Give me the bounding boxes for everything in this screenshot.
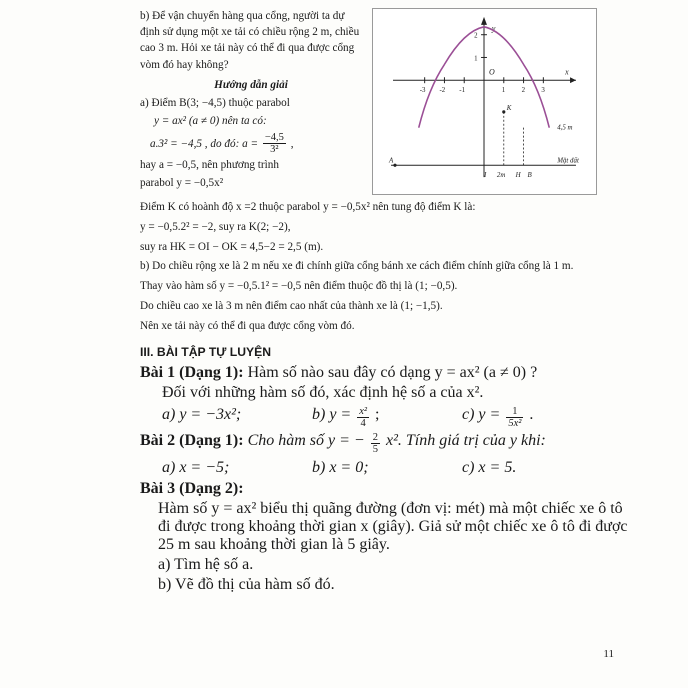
exercise-3-title: Bài 3 (Dạng 2): xyxy=(140,479,244,497)
exercise-2-fraction-denominator: 5 xyxy=(372,443,378,455)
x-tick-label-neg2: -2 xyxy=(439,87,446,95)
exercise-1-option-c-numerator: 1 xyxy=(506,406,523,418)
top-left-text xyxy=(140,8,368,193)
part-b-paragraph: b) Để vận chuyển hàng qua cổng, người ta dự định sử dụng một xe tải có chiều rộng 2 m, chiều cao 3 m. Hỏi xe tải này có thể đi qua được cổng vòm đó hay không? xyxy=(140,10,360,71)
y-axis-arrow xyxy=(481,17,487,25)
exercise-1-option-b-denominator: 4 xyxy=(360,417,366,429)
exercise-2-options xyxy=(162,459,628,477)
label-2m: 2m xyxy=(496,172,506,180)
exercise-3-option-b: b) Vẽ đồ thị của hàm số đó. xyxy=(158,575,335,593)
origin-label: O xyxy=(488,67,495,77)
fraction-a-denominator: 3² xyxy=(270,143,279,155)
solution-line-7: Nên xe tải này có thể đi qua được cổng vòm đó. xyxy=(140,319,355,332)
label-ground: Mặt đất xyxy=(557,157,579,165)
x-axis-arrow xyxy=(570,77,576,83)
point-A-label: A xyxy=(389,157,394,165)
fraction-a xyxy=(263,132,286,155)
solution-line-2: y = −0,5.2² = −2, suy ra K(2; −2), xyxy=(140,220,291,233)
exercise-2-fraction xyxy=(371,432,380,455)
page-number: 11 xyxy=(603,648,614,660)
point-K-label: K xyxy=(506,104,512,112)
equation-2-tail: , xyxy=(290,137,294,150)
exercise-2-option-c: c) x = 5. xyxy=(462,458,517,476)
exercise-2-title: Bài 2 (Dạng 1): xyxy=(140,431,244,449)
exercise-1-option-c-tail: . xyxy=(529,405,534,423)
y-tick-label-2: 2 xyxy=(474,32,478,40)
exercise-1-title: Bài 1 (Dạng 1): xyxy=(140,363,244,381)
parabola-figure xyxy=(373,9,596,189)
exercise-1-text: Hàm số nào sau đây có dạng y = ax² (a ≠ 0) ? xyxy=(243,363,538,381)
exercise-1-option-c-denominator: 5x² xyxy=(508,417,522,429)
solution-line-6: Do chiều cao xe là 3 m nên điểm cao nhất của thành xe là (1; −1,5). xyxy=(140,299,443,312)
exercise-1 xyxy=(140,364,628,429)
top-section xyxy=(140,8,628,195)
x-tick-label-2: 2 xyxy=(521,87,526,95)
y-axis-label: y xyxy=(491,23,496,33)
point-A-marker xyxy=(393,164,396,167)
solution-body xyxy=(140,199,628,335)
solution-line-5: Thay vào hàm số y = −0,5.1² = −0,5 nên điểm thuộc đồ thị là (1; −0,5). xyxy=(140,280,458,293)
line-a: a) Điểm B(3; −4,5) thuộc parabol xyxy=(140,97,290,110)
exercise-3-option-a: a) Tìm hệ số a. xyxy=(158,555,254,573)
x-axis-label: x xyxy=(565,67,569,77)
exercise-1-options xyxy=(162,406,628,429)
exercise-1-option-c-label: c) y = xyxy=(462,405,501,423)
equation-1: y = ax² (a ≠ 0) nên ta có: xyxy=(154,115,267,128)
exercise-2 xyxy=(140,432,628,477)
y-tick-label-1: 1 xyxy=(474,55,478,63)
point-B-label: B xyxy=(527,172,532,180)
exercise-1-option-b xyxy=(312,406,462,429)
figure-panel xyxy=(372,8,597,195)
exercise-2-option-a: a) x = −5; xyxy=(162,458,230,476)
x-tick-label-1: 1 xyxy=(501,87,506,95)
exercise-1-option-a: a) y = −3x²; xyxy=(162,405,242,423)
line-parabol: parabol y = −0,5x² xyxy=(140,176,224,189)
x-tick-label-neg3: -3 xyxy=(419,87,426,95)
x-tick-label-neg1: -1 xyxy=(459,87,466,95)
solution-line-4: b) Do chiều rộng xe là 2 m nếu xe đi chính giữa cổng bánh xe cách điểm chính giữa cổng là 1 m. xyxy=(140,260,574,273)
exercise-2-option-b: b) x = 0; xyxy=(312,458,369,476)
exercise-3 xyxy=(140,480,628,594)
exercise-1-option-b-numerator: x² xyxy=(359,405,368,417)
line-hay: hay a = −0,5, nên phương trình xyxy=(140,158,279,171)
exercise-2-prompt xyxy=(140,432,628,455)
exercise-2-text-tail: x². Tính giá trị của y khi: xyxy=(385,431,546,449)
exercise-1-option-b-fraction xyxy=(357,406,369,429)
label-I: I xyxy=(484,172,487,180)
exercise-3-title-line xyxy=(140,480,628,498)
exercise-2-text: Cho hàm số y = − xyxy=(243,431,365,449)
equation-2-left: a.3² = −4,5 , do đó: a = xyxy=(150,137,259,150)
guide-title: Hướng dẫn giải xyxy=(214,78,288,91)
label-height: 4,5 m xyxy=(557,124,573,132)
exercise-3-paragraph: Hàm số y = ax² biểu thị quãng đường (đơn vị: mét) mà một chiếc xe ô tô đi được trong khoảng thời gian x (giây). Giả sử một chiếc xe ô tô đi được 25 m sau khoảng thời gian là 5 giây. xyxy=(158,499,628,553)
exercise-1-prompt xyxy=(140,364,628,382)
point-K-marker xyxy=(502,110,505,113)
exercise-1-option-c-fraction xyxy=(506,406,523,429)
exercise-2-fraction-numerator: 2 xyxy=(372,431,378,443)
exercise-1-option-b-tail: ; xyxy=(375,405,380,423)
solution-line-3: suy ra HK = OI − OK = 4,5−2 = 2,5 (m). xyxy=(140,240,324,253)
fraction-a-numerator: −4,5 xyxy=(264,131,284,143)
solution-line-1: Điểm K có hoành độ x =2 thuộc parabol y = −0,5x² nên tung độ điểm K là: xyxy=(140,201,476,213)
exercise-1-option-b-label: b) y = xyxy=(312,405,352,423)
label-H: H xyxy=(515,172,521,180)
section-heading: III. BÀI TẬP TỰ LUYỆN xyxy=(140,344,272,359)
exercise-1-sub: Đối với những hàm số đó, xác định hệ số a của x². xyxy=(162,383,484,401)
equation-2 xyxy=(150,132,362,155)
exercise-1-option-c xyxy=(462,406,612,429)
x-tick-label-3: 3 xyxy=(541,87,545,95)
